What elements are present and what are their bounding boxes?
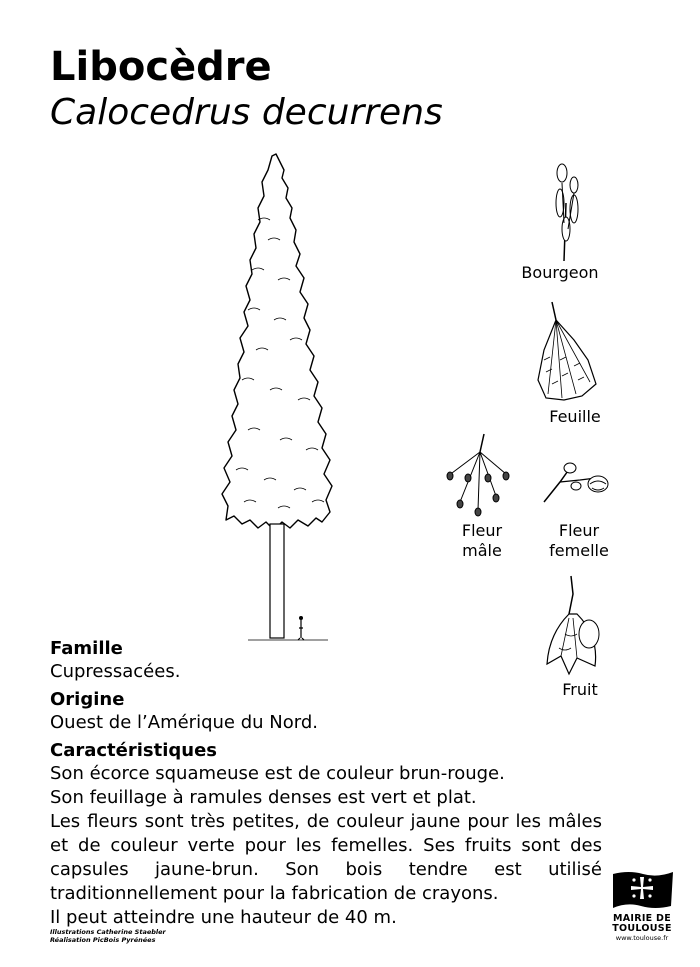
credits (50, 928, 166, 944)
origine-heading: Origine (50, 689, 125, 710)
species-info (50, 638, 602, 935)
famille-heading: Famille (50, 638, 123, 659)
page-title: Libocèdre (50, 44, 272, 90)
caption-feuille: Feuille (549, 407, 601, 426)
credit-illustrations: Illustrations Catherine Staebler (50, 928, 166, 936)
section-caracteristiques (50, 740, 602, 930)
logo-url: www.toulouse.fr (615, 934, 669, 942)
logo-line1: MAIRIE DE (612, 913, 672, 924)
caption-fleur-femelle-line2: femelle (549, 541, 609, 560)
caracteristiques-line2: Son feuillage à ramules denses est vert et plat. (50, 787, 477, 808)
caption-fleur-femelle (534, 521, 624, 561)
famille-text: Cupressacées. (50, 661, 181, 682)
section-origine (50, 689, 602, 735)
logo-line2: TOULOUSE (612, 923, 672, 934)
caracteristiques-paragraph: Les fleurs sont très petites, de couleur jaune pour les mâles et de couleur verte pour les femelles. Ses fruits sont des capsules jaune-brun. Son bois tendre est utilisé traditionnellement pour la fabrication de crayons. (50, 811, 602, 904)
caracteristiques-heading: Caractéristiques (50, 740, 218, 761)
caracteristiques-line3: Il peut atteindre une hauteur de 40 m. (50, 907, 397, 928)
origine-text: Ouest de l’Amérique du Nord. (50, 712, 318, 733)
caption-fleur-femelle-line1: Fleur (558, 521, 600, 540)
section-famille (50, 638, 602, 684)
fleur-femelle-illustration (540, 458, 612, 508)
mairie-logo (606, 868, 678, 943)
tree-illustration (218, 150, 338, 645)
feuille-illustration (534, 300, 604, 405)
fleur-male-illustration (440, 432, 512, 517)
latin-name: Calocedrus decurrens (50, 92, 443, 133)
caption-fruit: Fruit (562, 680, 598, 699)
caracteristiques-line1: Son écorce squameuse est de couleur brun-rouge. (50, 763, 505, 784)
caption-fleur-male (437, 521, 527, 561)
caption-bourgeon: Bourgeon (521, 263, 599, 282)
occitan-cross-flag-icon (609, 868, 675, 910)
caption-fleur-male-line1: Fleur (461, 521, 503, 540)
bourgeon-illustration (548, 163, 588, 263)
credit-realisation: Réalisation PicBois Pyrénées (50, 936, 156, 944)
caption-fleur-male-line2: mâle (462, 541, 502, 560)
